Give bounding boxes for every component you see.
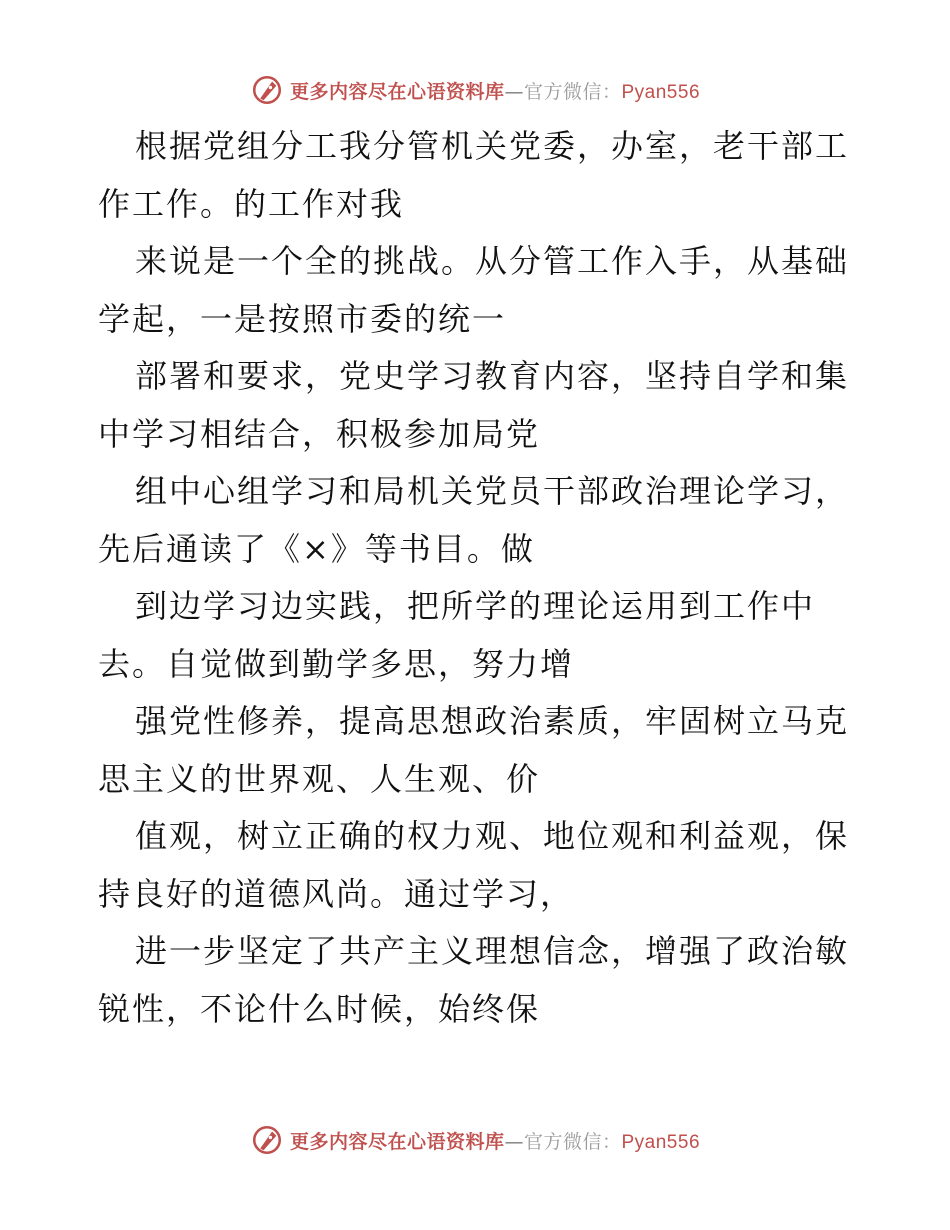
paragraph-line: 到边学习边实践，把所学的理论运用到工作中 xyxy=(135,587,816,625)
paragraph-line: 作工作。的工作对我 xyxy=(98,184,405,223)
watermark-wechat-id: Pyan556 xyxy=(621,81,701,103)
paragraph-line: 组中心组学习和局机关党员干部政治理论学习， xyxy=(135,472,850,510)
paragraph-line: 值观，树立正确的权力观、地位观和利益观，保 xyxy=(135,817,850,855)
paragraph xyxy=(98,578,858,693)
paragraph-line: 来说是一个全的挑战。从分管工作入手，从基础 xyxy=(135,242,850,280)
paragraph xyxy=(98,923,858,1038)
paragraph-line: 部署和要求，党史学习教育内容，坚持自学和集 xyxy=(135,357,850,395)
pen-nib-circle-icon xyxy=(250,73,284,107)
paragraph-line: 去。自觉做到勤学多思，努力增 xyxy=(98,644,575,683)
paragraph-line: 中学习相结合，积极参加局党 xyxy=(98,414,541,453)
paragraph-line: 思主义的世界观、人生观、价 xyxy=(98,759,541,798)
paragraph-line: 根据党组分工我分管机关党委，办室，老干部工 xyxy=(135,127,850,165)
pen-nib-circle-icon xyxy=(250,1123,284,1157)
paragraph xyxy=(98,693,858,808)
watermark-text xyxy=(290,77,700,104)
watermark-dash: — xyxy=(504,80,524,103)
paragraph xyxy=(98,348,858,463)
watermark-brand: 更多内容尽在心语资料库 xyxy=(289,1130,505,1153)
header-watermark xyxy=(0,70,950,110)
watermark-wechat-id: Pyan556 xyxy=(621,1131,701,1153)
document-body xyxy=(98,118,858,1038)
paragraph-line: 先后通读了《×》等书目。做 xyxy=(98,529,535,568)
footer-watermark xyxy=(0,1120,950,1160)
watermark-official-label: 官方微信： xyxy=(523,80,622,103)
paragraph-line: 锐性，不论什么时候，始终保 xyxy=(98,989,541,1028)
paragraph xyxy=(98,118,858,233)
paragraph-line: 持良好的道德风尚。通过学习， xyxy=(98,874,575,913)
paragraph xyxy=(98,808,858,923)
watermark-brand: 更多内容尽在心语资料库 xyxy=(289,80,505,103)
paragraph-line: 强党性修养，提高思想政治素质，牢固树立马克 xyxy=(135,702,850,740)
paragraph xyxy=(98,233,858,348)
paragraph xyxy=(98,463,858,578)
watermark-official-label: 官方微信： xyxy=(523,1130,622,1153)
paragraph-line: 学起，一是按照市委的统一 xyxy=(98,299,507,338)
watermark-text xyxy=(290,1127,700,1154)
paragraph-line: 进一步坚定了共产主义理想信念，增强了政治敏 xyxy=(135,932,850,970)
watermark-dash: — xyxy=(504,1130,524,1153)
